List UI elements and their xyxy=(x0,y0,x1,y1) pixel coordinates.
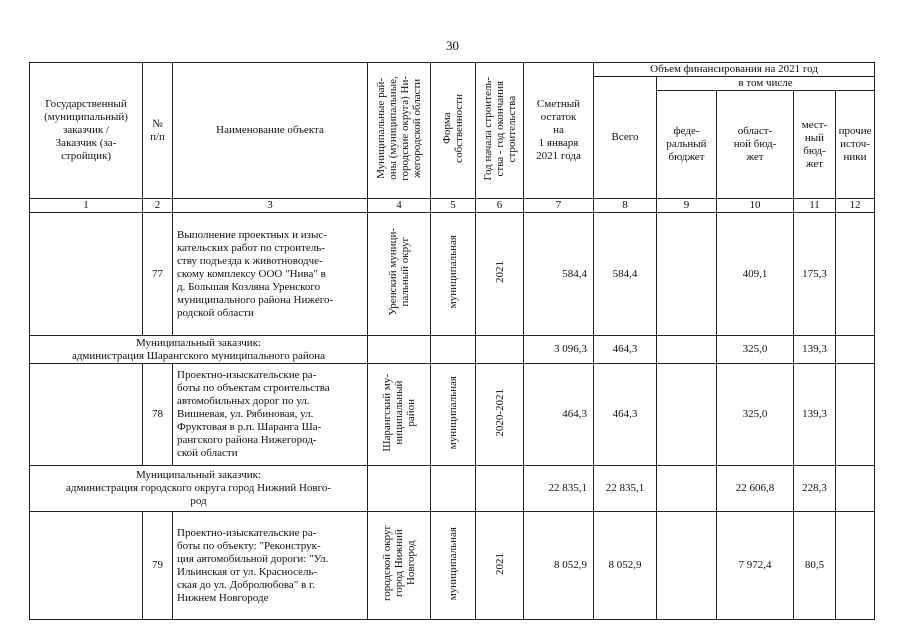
header-years-text: Год начала строитель- ства - год окончания строительства xyxy=(481,76,518,181)
balance-value: 8 052,9 xyxy=(524,512,594,620)
customer-group-label: Муниципальный заказчик: администрация Шарангского муниципального района xyxy=(30,336,368,364)
local-value: 228,3 xyxy=(794,466,836,512)
column-number: 3 xyxy=(173,199,368,213)
column-number: 8 xyxy=(594,199,657,213)
header-districts xyxy=(368,63,431,199)
header-ownership-text: Форма собственности xyxy=(441,94,465,163)
balance-value: 584,4 xyxy=(524,213,594,336)
total-value: 8 052,9 xyxy=(594,512,657,620)
years-cell xyxy=(476,364,524,466)
other-value xyxy=(836,364,875,466)
header-funding-volume: Объем финансирования на 2021 год xyxy=(594,63,875,77)
district-text: городской округ город Нижний Новгород xyxy=(381,525,417,602)
federal-value xyxy=(657,512,717,620)
district-text: Шарангский му- ниципальный район xyxy=(381,373,417,452)
empty-cell xyxy=(431,336,476,364)
local-value: 80,5 xyxy=(794,512,836,620)
empty-cell xyxy=(368,466,431,512)
table-row xyxy=(30,213,875,336)
total-value: 584,4 xyxy=(594,213,657,336)
regional-value: 325,0 xyxy=(717,364,794,466)
header-estimated-balance: Сметный остаток на 1 января 2021 года xyxy=(524,63,594,199)
regional-value: 409,1 xyxy=(717,213,794,336)
column-number: 4 xyxy=(368,199,431,213)
column-number-row xyxy=(30,199,875,213)
column-number: 9 xyxy=(657,199,717,213)
local-value: 175,3 xyxy=(794,213,836,336)
ownership-cell xyxy=(431,512,476,620)
years-text: 2021 xyxy=(493,552,506,575)
table-row xyxy=(30,512,875,620)
total-value: 464,3 xyxy=(594,364,657,466)
other-value xyxy=(836,213,875,336)
column-number: 7 xyxy=(524,199,594,213)
table-row xyxy=(30,364,875,466)
customer-group-row xyxy=(30,466,875,512)
ownership-text: муниципальная xyxy=(447,235,459,309)
column-number: 5 xyxy=(431,199,476,213)
ownership-cell xyxy=(431,364,476,466)
regional-value: 325,0 xyxy=(717,336,794,364)
header-ownership xyxy=(431,63,476,199)
district-text: Уренский муници- пальный округ xyxy=(387,228,411,316)
years-text: 2021 xyxy=(493,261,506,283)
object-name: Проектно-изыскательские ра- боты по объектам строительства автомобильных дорог по ул. Вишневая, ул. Рябиновая, ул. Фруктовая в р.п. Шаранга Ша- рангского района Нижегород- ской области xyxy=(173,364,368,466)
ownership-text: муниципальная xyxy=(447,375,459,450)
page-number: 30 xyxy=(446,38,459,53)
row-number: 78 xyxy=(143,364,173,466)
federal-value xyxy=(657,213,717,336)
total-value: 464,3 xyxy=(594,336,657,364)
district-cell xyxy=(368,512,431,620)
regional-value: 7 972,4 xyxy=(717,512,794,620)
ownership-text: муниципальная xyxy=(447,526,459,601)
local-value: 139,3 xyxy=(794,336,836,364)
header-years xyxy=(476,63,524,199)
column-number: 1 xyxy=(30,199,143,213)
financing-table xyxy=(29,62,875,620)
header-local: мест- ный бюд- жет xyxy=(794,91,836,199)
years-cell xyxy=(476,512,524,620)
row-number: 79 xyxy=(143,512,173,620)
federal-value xyxy=(657,466,717,512)
balance-value: 464,3 xyxy=(524,364,594,466)
column-number: 10 xyxy=(717,199,794,213)
district-cell xyxy=(368,364,431,466)
empty-cell xyxy=(476,466,524,512)
empty-cell xyxy=(368,336,431,364)
customer-cell xyxy=(30,364,143,466)
federal-value xyxy=(657,364,717,466)
header-num: № п/п xyxy=(143,63,173,199)
header-object-name: Наименование объекта xyxy=(173,63,368,199)
other-value xyxy=(836,512,875,620)
header-districts-text: Муниципальные рай- оны (муниципальные, городские округа) Ни- жегородской области xyxy=(375,76,423,181)
district-cell xyxy=(368,213,431,336)
column-number: 11 xyxy=(794,199,836,213)
years-text: 2020-2021 xyxy=(493,388,506,437)
regional-value: 22 606,8 xyxy=(717,466,794,512)
years-cell xyxy=(476,213,524,336)
total-value: 22 835,1 xyxy=(594,466,657,512)
empty-cell xyxy=(476,336,524,364)
other-value xyxy=(836,336,875,364)
federal-value xyxy=(657,336,717,364)
header-regional: област- ной бюд- жет xyxy=(717,91,794,199)
header-including: в том числе xyxy=(657,77,875,91)
object-name: Выполнение проектных и изыс- кательских работ по строитель- ству подъезда к животноводче- скому комплексу ООО "Нива" в д. Большая Козляна Уренского муниципального района Нижего- родской области xyxy=(173,213,368,336)
customer-cell xyxy=(30,213,143,336)
column-number: 6 xyxy=(476,199,524,213)
customer-group-row xyxy=(30,336,875,364)
column-number: 12 xyxy=(836,199,875,213)
column-number: 2 xyxy=(143,199,173,213)
header-customer: Государственный (муниципальный) заказчик / Заказчик (за- стройщик) xyxy=(30,63,143,199)
customer-cell xyxy=(30,512,143,620)
local-value: 139,3 xyxy=(794,364,836,466)
header-federal: феде- ральный бюджет xyxy=(657,91,717,199)
object-name: Проектно-изыскательские ра- боты по объекту: "Реконструк- ция автомобильной дороги: "Ул. Ильинская от ул. Красносель- ская до ул. Добролюбова" в г. Нижнем Новгороде xyxy=(173,512,368,620)
header-total: Всего xyxy=(594,77,657,199)
header-other: прочие источ- ники xyxy=(836,91,875,199)
customer-group-label: Муниципальный заказчик: администрация городского округа город Нижний Новго- род xyxy=(30,466,368,512)
other-value xyxy=(836,466,875,512)
balance-value: 22 835,1 xyxy=(524,466,594,512)
balance-value: 3 096,3 xyxy=(524,336,594,364)
row-number: 77 xyxy=(143,213,173,336)
empty-cell xyxy=(431,466,476,512)
ownership-cell xyxy=(431,213,476,336)
